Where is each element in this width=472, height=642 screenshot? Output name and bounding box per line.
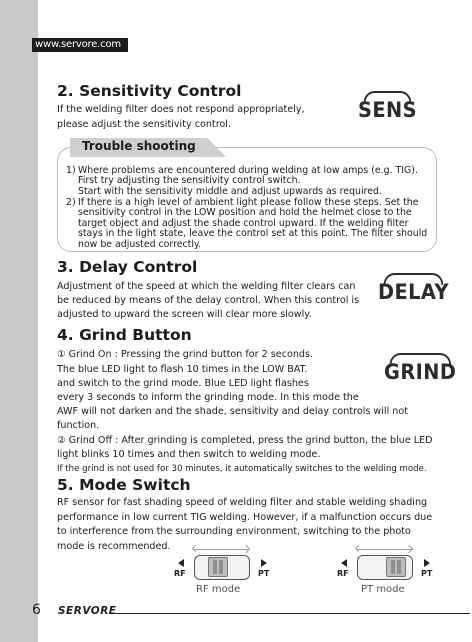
trouble-item-number: 2) bbox=[66, 197, 76, 208]
sens-badge-label: SENS bbox=[358, 98, 418, 122]
grind-line: ① Grind On : Pressing the grind button for 2 seconds. bbox=[57, 349, 314, 360]
grind-icon bbox=[384, 360, 456, 384]
sensitivity-line: please adjust the sensitivity control. bbox=[57, 119, 232, 130]
switch-right-label: PT bbox=[258, 569, 270, 578]
trouble-item-line: target object and adjust the shade control upward. If the welding filter bbox=[78, 217, 409, 229]
page-number: 6 bbox=[32, 602, 41, 618]
grind-line: every 3 seconds to inform the grinding mode. In this mode the bbox=[57, 392, 359, 403]
mode-line: RF sensor for fast shading speed of welding filter and stable welding shading bbox=[57, 497, 428, 508]
trouble-item-line: First try adjusting the sensitivity control switch. bbox=[78, 175, 301, 187]
delay-title: 3. Delay Control bbox=[57, 258, 198, 276]
grind-badge-label: GRIND bbox=[384, 360, 457, 384]
grind-line: AWF will not darken and the shade, sensitivity and delay controls will not bbox=[57, 406, 409, 417]
switch-left-label: RF bbox=[337, 569, 349, 578]
mode-line: to interference from the surrounding environment, switching to the photo bbox=[57, 526, 411, 537]
switch-knob bbox=[386, 557, 406, 577]
trouble-shooting-title: Trouble shooting bbox=[82, 139, 196, 153]
switch-right-label: PT bbox=[421, 569, 433, 578]
delay-icon bbox=[378, 280, 449, 304]
sens-icon bbox=[358, 98, 417, 122]
footer-divider bbox=[112, 613, 470, 614]
trouble-item-line: now be adjusted correctly. bbox=[78, 238, 202, 250]
grind-line: ② Grind Off : After grinding is completed, press the grind button, the blue LED bbox=[57, 435, 433, 446]
slide-direction-icon bbox=[357, 546, 411, 552]
delay-line: adjusted to upward the screen will clear more slowly. bbox=[57, 309, 312, 320]
rf-mode-caption: RF mode bbox=[196, 584, 241, 595]
left-arrow-icon bbox=[178, 559, 184, 567]
right-arrow-icon bbox=[261, 559, 267, 567]
trouble-item-line: Start with the sensitivity middle and adjust upwards as required. bbox=[78, 185, 382, 197]
trouble-item-line: Where problems are encountered during welding at low amps (e.g. TIG). bbox=[78, 165, 418, 176]
mode-line: mode is recommended. bbox=[57, 541, 171, 552]
sensitivity-line: If the welding filter does not respond appropriately, bbox=[57, 104, 305, 115]
website-url: www.servore.com bbox=[32, 38, 128, 52]
grind-line: The blue LED light to flash 10 times in the LOW BAT. bbox=[57, 364, 308, 375]
side-bar bbox=[0, 0, 38, 642]
trouble-item-number: 1) bbox=[66, 165, 76, 176]
mode-line: performance in low current TIG welding. However, if a malfunction occurs due bbox=[57, 512, 433, 523]
switch-body bbox=[357, 555, 413, 580]
servore-logo: SERVORE bbox=[58, 605, 117, 617]
delay-line: be reduced by means of the delay control. When this control is bbox=[57, 295, 360, 306]
slide-direction-icon bbox=[194, 546, 248, 552]
grind-line: light blinks 10 times and then switch to welding mode. bbox=[57, 449, 321, 460]
switch-body bbox=[194, 555, 250, 580]
switch-left-label: RF bbox=[174, 569, 186, 578]
grind-line: function. bbox=[57, 420, 100, 431]
trouble-item-line: stays in the light state, leave the control set at this point. The filter should bbox=[78, 228, 428, 240]
delay-line: Adjustment of the speed at which the welding filter clears can bbox=[57, 281, 356, 292]
mode-title: 5. Mode Switch bbox=[57, 476, 191, 494]
grind-title: 4. Grind Button bbox=[57, 326, 192, 344]
pt-mode-caption: PT mode bbox=[361, 584, 405, 595]
switch-knob bbox=[208, 557, 228, 577]
trouble-item-line: If there is a high level of ambient light please follow these steps. Set the bbox=[78, 197, 419, 208]
left-arrow-icon bbox=[341, 559, 347, 567]
grind-line: If the grind is not used for 30 minutes, it automatically switches to the welding mode. bbox=[57, 464, 427, 474]
trouble-item-line: sensitivity control in the LOW position and hold the helmet close to the bbox=[78, 207, 412, 219]
delay-badge-label: DELAY bbox=[378, 280, 449, 304]
sensitivity-title: 2. Sensitivity Control bbox=[57, 82, 242, 100]
grind-line: and switch to the grind mode. Blue LED light flashes bbox=[57, 378, 309, 389]
right-arrow-icon bbox=[424, 559, 430, 567]
